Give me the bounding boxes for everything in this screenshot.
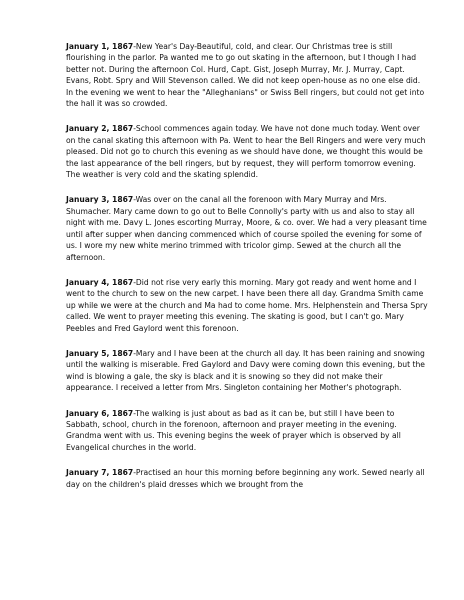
diary-entry <box>66 348 428 394</box>
entry-date: January 6, 1867 <box>66 408 134 418</box>
entry-text: -Practised an hour this morning before beginning any work. Sewed nearly all day on the children's plaid dresses which we brought from the <box>66 468 425 489</box>
entry-text: -The walking is just about as bad as it can be, but still I have been to Sabbath, school, church in the forenoon, afternoon and prayer meeting in the evening. Grandma went with us. This evening begins the week of prayer which is observed by all Evangelical churches in the world. <box>66 408 401 452</box>
entry-date: January 2, 1867 <box>66 124 134 134</box>
entry-date: January 4, 1867 <box>66 277 134 287</box>
entry-date: January 5, 1867 <box>66 348 134 358</box>
diary-entry <box>66 41 428 109</box>
entry-text: -Did not rise very early this morning. Mary got ready and went home and I went to the church to sew on the new carpet. I have been there all day. Grandma Smith came up while we were at the church and Ma had to come home. Mrs. Helphenstein and Thersa Spry called. We went to prayer meeting this evening. The skating is good, but I can't go. Mary Peebles and Fred Gaylord went this forenoon. <box>66 277 428 333</box>
entry-text: -Mary and I have been at the church all day. It has been raining and snowing until the walking is miserable. Fred Gaylord and Davy were coming down this evening, but the wind is blowing a gale, the sky is black and it is snowing so they did not make their appearance. I received a letter from Mrs. Singleton containing her Mother's photograph. <box>66 348 425 393</box>
entry-date: January 1, 1867 <box>66 42 134 51</box>
diary-entry <box>66 277 428 334</box>
diary-entry <box>66 194 428 262</box>
entry-text: -School commences again today. We have not done much today. Went over on the canal skating this afternoon with Pa. Went to hear the Bell Ringers and were very much pleased. Did not go to church this evening as we should have done, we thought this would be the last appearance of the bell ringers, but by request, they will perform tomorrow evening. The weather is very cold and the skating splendid. <box>66 124 426 180</box>
entry-date: January 3, 1867 <box>66 195 134 205</box>
diary-entry <box>66 123 428 180</box>
diary-entry <box>66 408 428 454</box>
entry-date: January 7, 1867 <box>66 468 134 478</box>
entry-text: -Was over on the canal all the forenoon with Mary Murray and Mrs. Shumacher. Mary came down to go out to Belle Connolly's party with us and also to stay all night with me. Davy L. Jones escorting Murray, Moore, & co. over. We had a very pleasant time until after supper when dancing commenced which of course spoiled the evening for some of us. I wore my new white merino trimmed with tricolor gimp. Sewed at the church all the afternoon. <box>66 195 427 262</box>
entry-text: -New Year's Day-Beautiful, cold, and clear. Our Christmas tree is still flourishing in the parlor. Pa wanted me to go out skating in the afternoon, but I though I had better not. During the afternoon Col. Hurd, Capt. Gist, Joseph Murray, Mr. J. Murray, Capt. Evans, Robt. Spry and Will Stevenson called. We did not keep open-house as no one else did. In the evening we went to hear the "Alleghanians" or Swiss Bell ringers, but could not get into the hall it was so crowded. <box>66 42 425 109</box>
diary-entry <box>66 467 428 490</box>
